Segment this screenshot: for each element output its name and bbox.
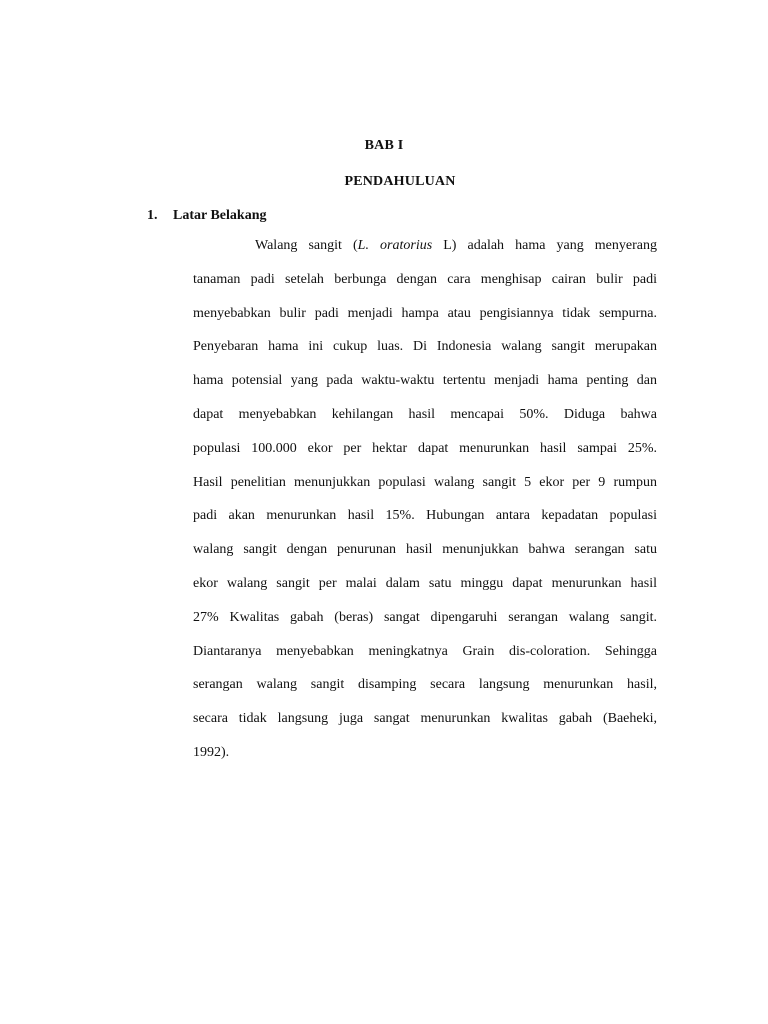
paragraph-line: 27% Kwalitas gabah (beras) sangat dipengaruhi serangan walang sangit. bbox=[193, 609, 657, 625]
paragraph-line: serangan walang sangit disamping secara langsung menurunkan hasil, bbox=[193, 677, 657, 693]
section-heading bbox=[147, 206, 266, 226]
paragraph-line: secara tidak langsung juga sangat menurunkan kwalitas gabah (Baeheki, bbox=[193, 711, 657, 727]
paragraph-line: populasi 100.000 ekor per hektar dapat menurunkan hasil sampai 25%. bbox=[193, 440, 657, 456]
section-title: Latar Belakang bbox=[173, 208, 267, 223]
chapter-title: PENDAHULUAN bbox=[344, 174, 456, 189]
paragraph-line: menyebabkan bulir padi menjadi hampa atau pengisiannya tidak sempurna. bbox=[193, 305, 657, 321]
paragraph-line: dapat menyebabkan kehilangan hasil mencapai 50%. Diduga bahwa bbox=[193, 406, 657, 422]
chapter-number: BAB I bbox=[364, 138, 404, 153]
paragraph-line bbox=[193, 229, 657, 263]
paragraph-line: Hasil penelitian menunjukkan populasi walang sangit 5 ekor per 9 rumpun bbox=[193, 474, 657, 490]
paragraph-line: Penyebaran hama ini cukup luas. Di Indonesia walang sangit merupakan bbox=[193, 339, 657, 355]
paragraph-line: Diantaranya menyebabkan meningkatnya Grain dis-coloration. Sehingga bbox=[193, 643, 657, 659]
species-name: L. oratorius bbox=[357, 238, 433, 253]
paragraph-line: padi akan menurunkan hasil 15%. Hubungan antara kepadatan populasi bbox=[193, 508, 657, 524]
paragraph-line: 1992). bbox=[193, 744, 230, 760]
paragraph-line: hama potensial yang pada waktu-waktu tertentu menjadi hama penting dan bbox=[193, 373, 657, 389]
body-paragraph bbox=[193, 229, 657, 770]
paragraph-line: tanaman padi setelah berbunga dengan cara menghisap cairan bulir padi bbox=[193, 271, 657, 287]
paragraph-line: walang sangit dengan penurunan hasil menunjukkan bahwa serangan satu bbox=[193, 542, 657, 558]
section-number: 1. bbox=[147, 208, 158, 223]
paragraph-text: L) adalah hama yang menyerang bbox=[432, 238, 657, 253]
paragraph-line: ekor walang sangit per malai dalam satu minggu dapat menurunkan hasil bbox=[193, 575, 657, 591]
paragraph-text: Walang sangit ( bbox=[255, 238, 358, 253]
